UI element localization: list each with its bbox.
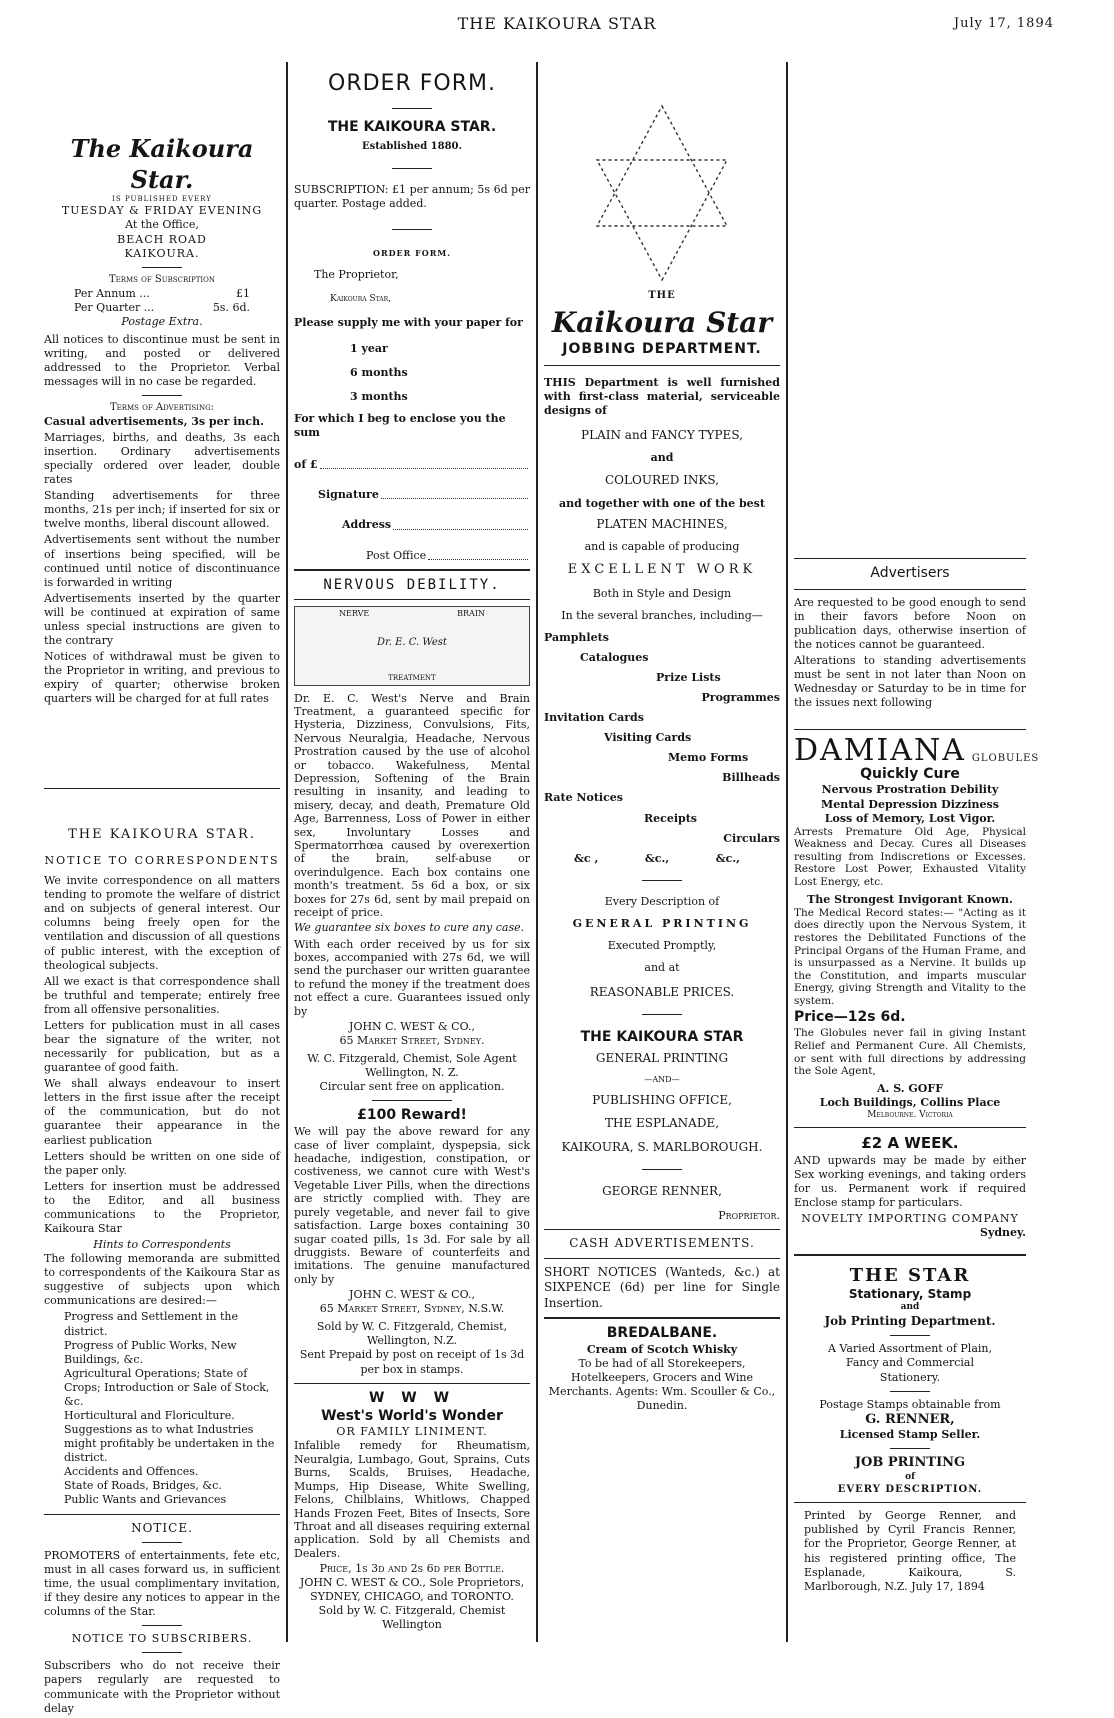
corr-paragraph: Letters should be written on one side of the paper only. bbox=[44, 1149, 280, 1177]
proprietor-label: Proprietor. bbox=[718, 1209, 780, 1223]
divider bbox=[392, 168, 432, 169]
agent-name: A. S. GOFF bbox=[877, 1081, 943, 1095]
divider bbox=[544, 1258, 780, 1259]
jobbing-line: and bbox=[650, 451, 674, 465]
divider bbox=[890, 1391, 930, 1392]
week-paragraph: AND upwards may be made by either Sex working evenings, and taking orders for us. Permanent work if required Enclose stamp for particulars. bbox=[794, 1153, 1026, 1209]
jobbing-line: and at bbox=[644, 961, 680, 975]
price-label: Per Annum ... bbox=[74, 286, 150, 300]
jobbing-line: REASONABLE PRICES. bbox=[589, 985, 735, 1000]
pub-line: IS PUBLISHED EVERY bbox=[112, 195, 212, 204]
masthead-kaikoura-star: Kaikoura Star bbox=[551, 305, 773, 339]
jobbing-line: GENERAL PRINTING bbox=[572, 916, 752, 930]
price-row bbox=[44, 301, 280, 315]
divider bbox=[794, 1254, 1026, 1256]
list-item: Agricultural Operations; State of Crops; Introduction or Sale of Stock, &c. bbox=[64, 1366, 270, 1408]
terms-heading: Terms of Subscription bbox=[108, 273, 216, 285]
running-head-date: July 17, 1894 bbox=[953, 16, 1054, 31]
www-price: Price, 1s 3d and 2s 6d per Bottle. bbox=[319, 1562, 505, 1576]
star-of-david-icon bbox=[587, 100, 737, 290]
jobbing-line: COLOURED INKS, bbox=[605, 473, 719, 488]
adv-paragraph: Advertisements inserted by the quarter will be continued at expiration of same unless special instructions are given to the contrary bbox=[44, 591, 280, 648]
running-head bbox=[0, 14, 1114, 38]
etc: &c , bbox=[574, 851, 599, 865]
ks-line: PUBLISHING OFFICE, bbox=[592, 1092, 732, 1107]
jobbing-line: Every Description of bbox=[604, 894, 720, 908]
branch-item: Programmes bbox=[701, 691, 780, 705]
damiana-line: Mental Depression Dizziness bbox=[821, 797, 999, 811]
damiana-globules: GLOBULES bbox=[971, 752, 1040, 764]
jobbing-line: EXCELLENT WORK bbox=[567, 562, 757, 578]
divider bbox=[544, 365, 780, 366]
notice-paragraph: All notices to discontinue must be sent in writing, and posted or delivered addressed to the Proprietor. Verbal messages will in no case be regarded. bbox=[44, 332, 280, 388]
divider bbox=[544, 1229, 780, 1230]
established: Established 1880. bbox=[362, 141, 462, 153]
divider bbox=[392, 229, 432, 230]
field-label: of £ bbox=[294, 458, 318, 472]
west-name: JOHN C. WEST & CO., bbox=[349, 1019, 475, 1033]
west-paragraph: With each order received by us for six boxes, accompanied with 27s 6d, we will send the purchaser our written guarantee to refund the money if the treatment does not effect a cure. Guarantees issued only by bbox=[294, 937, 530, 1018]
column-2 bbox=[294, 62, 530, 1633]
branch-item: Rate Notices bbox=[544, 791, 623, 805]
branch-item: Memo Forms bbox=[668, 751, 749, 765]
enclose-text: For which I beg to enclose you the sum bbox=[294, 412, 506, 440]
divider bbox=[642, 1014, 682, 1015]
list-item: Suggestions as to what Industries might profitably be undertaken in the district. bbox=[64, 1423, 275, 1465]
branch-item: Prize Lists bbox=[656, 671, 721, 685]
licensed: Licensed Stamp Seller. bbox=[839, 1428, 981, 1442]
reward-paragraph: We will pay the above reward for any case of liver complaint, dyspepsia, sick headache, indigestion, constipation, or costiveness, we cannot cure with West's Vegetable Liver Pills, when the directions are strictly complied with. They are purely vegetable, and never fail to give satisfaction. Large boxes containing 30 sugar coated pills, 1s 3d. For sale by all druggists. Beware of counterfeits and imitations. The genuine manufactured only by bbox=[294, 1125, 530, 1286]
notice-heading: NOTICE. bbox=[131, 1520, 193, 1535]
jobbing-line: PLAIN and FANCY TYPES, bbox=[581, 427, 743, 442]
renner: GEORGE RENNER, bbox=[602, 1184, 722, 1199]
adv-paragraph: Standing advertisements for three months, 21s per inch; if inserted for six or twelve months, liberal discount allowed. bbox=[44, 489, 280, 531]
pub-line: At the Office, bbox=[125, 218, 199, 232]
damiana-title: DAMIANA bbox=[794, 732, 966, 768]
www-sold: Sold by W. C. Fitzgerald, Chemist Wellington bbox=[318, 1604, 506, 1632]
list-item: State of Roads, Bridges, &c. bbox=[64, 1479, 222, 1493]
jobbing-line: Executed Promptly, bbox=[607, 938, 717, 952]
divider bbox=[142, 1652, 182, 1653]
corr-paragraph: We invite correspondence on all matters tending to promote the welfare of district and on subjects of general interest. Our columns being freely open for the ventilation and discussion of all questions of public interest, with the exception of theological subjects. bbox=[44, 874, 280, 972]
form-label: ORDER FORM. bbox=[372, 248, 452, 259]
corr-paragraph: Letters for publication must in all cases bear the signature of the writer, not necessarily for publication, but as a guarantee of good faith. bbox=[44, 1018, 280, 1075]
and: and bbox=[900, 1302, 920, 1313]
jobbing-line: and together with one of the best bbox=[559, 496, 765, 510]
jobbing-line: PLATEN MACHINES, bbox=[596, 516, 728, 531]
divider bbox=[294, 569, 530, 571]
option: 3 months bbox=[350, 390, 408, 404]
bredalbane-sub: Cream of Scotch Whisky bbox=[586, 1342, 738, 1356]
the-label: THE bbox=[648, 290, 676, 301]
signature-field[interactable] bbox=[294, 488, 530, 502]
www-heading: W W W bbox=[368, 1389, 456, 1406]
imprint: Printed by George Renner, and published by Cyril Francis Renner, for the Proprietor, George Renner, at his registered printing office, The Esplanade, Kaikoura, S. Marlborough, N.Z. July 17, 1894 bbox=[804, 1509, 1016, 1593]
ks-line: KAIKOURA, S. MARLBOROUGH. bbox=[561, 1139, 763, 1154]
cut-label: TREATMENT bbox=[388, 673, 436, 682]
price-label: Per Quarter ... bbox=[74, 300, 155, 314]
divider bbox=[642, 880, 682, 881]
star-stationery-title: THE STAR bbox=[849, 1265, 971, 1287]
branch-item: Circulars bbox=[723, 831, 780, 845]
masthead-kaikoura-star: The Kaikoura Star. bbox=[70, 134, 254, 194]
proprietor: The Proprietor, bbox=[314, 268, 399, 282]
option: 6 months bbox=[350, 366, 408, 379]
reward-address: 65 Market Street, Sydney, N.S.W. bbox=[319, 1302, 505, 1316]
www-name: JOHN C. WEST & CO., Sole Proprietors, SYDNEY, CHICAGO, and TORONTO. bbox=[299, 1576, 525, 1604]
subject-list bbox=[44, 1310, 280, 1507]
branch-item: Catalogues bbox=[580, 650, 649, 664]
notice-paragraph: PROMOTERS of entertainments, fete etc, must in all cases forward us, in sufficient time, the usual complimentary invitation, if they desire any notices to appear in the columns of the Star. bbox=[44, 1548, 280, 1619]
every-description: EVERY DESCRIPTION. bbox=[837, 1483, 983, 1495]
cash-heading: CASH ADVERTISEMENTS. bbox=[569, 1236, 755, 1251]
bredalbane-text: To be had of all Storekeepers, Hotelkeepers, Grocers and Wine Merchants. Agents: Wm. Scouller & Co., Dunedin. bbox=[548, 1356, 776, 1413]
www-title: West's World's Wonder bbox=[321, 1407, 503, 1424]
branch-item: Billheads bbox=[722, 771, 780, 785]
post-office-field[interactable] bbox=[294, 549, 530, 563]
hints-heading: Hints to Correspondents bbox=[93, 1238, 231, 1252]
divider bbox=[142, 1625, 182, 1626]
pub-line: KAIKOURA. bbox=[124, 246, 200, 260]
damiana-paragraph: The Medical Record states:— "Acting as it does directly upon the Nervous System, it restores the Debilitated Functions of the Principal Organs of the Human Frame, and is unsurpassed as a Nervine. It builds up the Constitution, and imparts muscular Energy, giving Strength and Vitality to the system. bbox=[794, 906, 1026, 1007]
ks-line: —AND— bbox=[644, 1074, 680, 1084]
divider bbox=[642, 1169, 682, 1170]
price-value: £1 bbox=[236, 286, 250, 300]
corr-heading: NOTICE TO CORRESPONDENTS bbox=[44, 854, 280, 868]
kaikoura-star-line: Kaikoura Star, bbox=[330, 294, 391, 305]
divider bbox=[372, 1100, 452, 1101]
etc: &c., bbox=[715, 851, 740, 865]
price-row bbox=[44, 287, 280, 301]
postage-note: Postage Extra. bbox=[121, 314, 203, 328]
field-label: Signature bbox=[318, 488, 379, 502]
adv-paragraph: Marriages, births, and deaths, 3s each insertion. Ordinary advertisements specially ordered over leader, double rates bbox=[44, 430, 280, 487]
jobbing-line: Both in Style and Design bbox=[592, 586, 732, 600]
branch-item: Pamphlets bbox=[544, 630, 609, 644]
ks-line: THE ESPLANADE, bbox=[604, 1116, 720, 1131]
divider bbox=[142, 395, 182, 396]
cut-label: NERVE bbox=[338, 608, 370, 618]
pub-line: TUESDAY & FRIDAY EVENING bbox=[61, 204, 263, 218]
option: 1 year bbox=[350, 341, 388, 355]
novelty: NOVELTY IMPORTING COMPANY bbox=[801, 1211, 1019, 1225]
stationary: Stationary, Stamp bbox=[848, 1287, 972, 1302]
www-sub: OR FAMILY LINIMENT. bbox=[336, 1425, 488, 1439]
price-value: 5s. 6d. bbox=[212, 300, 250, 314]
adv-heading: Terms of Advertising: bbox=[109, 402, 215, 414]
ks-line: GENERAL PRINTING bbox=[595, 1051, 729, 1066]
divider bbox=[794, 1502, 1026, 1503]
list-item: Progress of Public Works, New Buildings, &c. bbox=[64, 1338, 237, 1366]
novelty-city: Sydney. bbox=[980, 1226, 1026, 1239]
branch-item: Visiting Cards bbox=[604, 731, 692, 745]
reward-name: JOHN C. WEST & CO., bbox=[349, 1288, 475, 1302]
damiana-heading bbox=[794, 732, 1040, 768]
corr-paragraph: We shall always endeavour to insert letters in the first issue after the receipt of the communication, but do not guarantee their appearance in the earliest publication bbox=[44, 1077, 280, 1147]
order-form-title: ORDER FORM. bbox=[328, 71, 496, 96]
advertisers-paragraph: Are requested to be good enough to send in their favors before Noon on publication days, otherwise insertion of the notices cannot be guaranteed. bbox=[794, 595, 1026, 652]
jobbing-line: In the several branches, including— bbox=[561, 608, 763, 622]
corr-paragraph: All we exact is that correspondence shall be truthful and temperate; entirely free from all offensive personalities. bbox=[44, 974, 280, 1016]
damiana-paragraph: Arrests Premature Old Age, Physical Weakness and Decay. Cures all Diseases resulting from Indiscretions or Excesses. Restore Lost Power, Exhausted Vitality Lost Energy, etc. bbox=[794, 825, 1026, 889]
varied: A Varied Assortment of Plain, Fancy and Commercial Stationery. bbox=[827, 1342, 992, 1384]
west-guarantee: We guarantee six boxes to cure any case. bbox=[294, 921, 525, 935]
divider bbox=[142, 1542, 182, 1543]
list-item: Progress and Settlement in the district. bbox=[64, 1310, 239, 1338]
woodcut-illustration bbox=[294, 606, 530, 686]
of: of bbox=[905, 1471, 915, 1482]
jobbing-heading: JOBBING DEPARTMENT. bbox=[562, 340, 762, 357]
divider bbox=[142, 267, 182, 268]
list-item: Horticultural and Floriculture. bbox=[64, 1409, 235, 1422]
field-label: Address bbox=[342, 518, 392, 532]
www-paragraph: Infalible remedy for Rheumatism, Neuralgia, Lumbago, Gout, Sprains, Cuts Burns, Scalds, Bruises, Headache, Mumps, Hip Disease, White Swelling, Felons, Chilblains, Whitlows, Chapped Hands Frozen Feet, Bites of Insects, Sore Throat and all diseases requiring external application. Sold by all Chemists and Dealers. bbox=[294, 1439, 530, 1560]
adv-paragraph: Notices of withdrawal must be given to the Proprietor in writing, and previous to expiry of quarter; otherwise broken quarters will be charged for at full rates bbox=[44, 650, 280, 706]
damiana-line: Loss of Memory, Lost Vigor. bbox=[824, 811, 996, 825]
reward-post: Sent Prepaid by post on receipt of 1s 3d per box in stamps. bbox=[299, 1348, 525, 1376]
advertisers-heading: Advertisers bbox=[870, 565, 950, 581]
agent-address: Loch Buildings, Collins Place bbox=[819, 1095, 1001, 1109]
column-4 bbox=[794, 62, 1040, 1596]
ks-title: THE KAIKOURA STAR bbox=[580, 1029, 744, 1046]
job-dept: Job Printing Department. bbox=[824, 1313, 996, 1328]
g-renner: G. RENNER, bbox=[865, 1411, 955, 1427]
jobbing-line: and is capable of producing bbox=[584, 540, 740, 553]
divider bbox=[890, 1448, 930, 1449]
divider bbox=[392, 108, 432, 109]
west-paragraph: Dr. E. C. West's Nerve and Brain Treatment, a guaranteed specific for Hysteria, Dizziness, Convulsions, Fits, Nervous Neuralgia, Headache, Nervous Prostration caused by the use of alcohol or tobacco. Wakefulness, Mental Depression, Softening of the Brain resulting in insanity, and leading to misery, decay, and death, Premature Old Age, Barrenness, Loss of Power in either sex, Involuntary Losses and Spermatorrhœa caused by overexertion of the brain, self-abuse or overindulgence. Each box contains one month's treatment. 5s 6d a box, or six boxes for 27s 6d, sent by mail prepaid on receipt of price. bbox=[294, 691, 530, 920]
divider bbox=[44, 788, 280, 789]
damiana-strongest: The Strongest Invigorant Known. bbox=[807, 892, 1013, 906]
divider bbox=[890, 1335, 930, 1336]
agent: W. C. Fitzgerald, Chemist, Sole Agent Wellington, N. Z. bbox=[307, 1052, 517, 1080]
branch-item: Invitation Cards bbox=[544, 711, 644, 725]
adv-paragraph: Advertisements sent without the number of insertions being specified, will be continued until notice of discontinuance is forwarded in writing bbox=[44, 533, 280, 589]
column-3 bbox=[544, 62, 780, 1415]
postage-stamps: Postage Stamps obtainable from bbox=[819, 1397, 1001, 1411]
divider bbox=[294, 599, 530, 600]
amount-field[interactable] bbox=[294, 458, 530, 472]
divider bbox=[294, 1383, 530, 1384]
divider bbox=[794, 558, 1026, 559]
nervous-heading: NERVOUS DEBILITY. bbox=[323, 576, 501, 593]
subs-paragraph: Subscribers who do not receive their papers regularly are requested to communicate with the Proprietor without delay bbox=[44, 1659, 280, 1715]
column-rule bbox=[786, 62, 788, 1642]
corr-title: THE KAIKOURA STAR. bbox=[68, 827, 256, 843]
column-rule bbox=[536, 62, 538, 1642]
divider bbox=[544, 1317, 780, 1319]
please-supply: Please supply me with your paper for bbox=[294, 315, 523, 329]
divider bbox=[794, 729, 1026, 730]
circular: Circular sent free on application. bbox=[319, 1080, 505, 1094]
short-notices: SHORT NOTICES (Wanteds, &c.) at SIXPENCE (6d) per line for Single Insertion. bbox=[544, 1264, 780, 1310]
list-item: Public Wants and Grievances bbox=[64, 1493, 227, 1507]
bredalbane-title: BREDALBANE. bbox=[606, 1324, 718, 1341]
field-label: Post Office bbox=[366, 548, 427, 562]
agent-city: Melbourne. Victoria bbox=[867, 1109, 953, 1120]
divider bbox=[794, 1127, 1026, 1128]
corr-paragraph: The following memoranda are submitted to correspondents of the Kaikoura Star as suggestive of subjects upon which communications are desired:— bbox=[44, 1252, 280, 1308]
divider bbox=[794, 589, 1026, 590]
advertisers-paragraph: Alterations to standing advertisements must be sent in not later than Noon on Wednesday or Saturday to be in time for the issues next following bbox=[794, 654, 1026, 710]
etc: &c., bbox=[644, 851, 670, 865]
adv-paragraph: Casual advertisements, 3s per inch. bbox=[44, 414, 264, 428]
west-address: 65 Market Street, Sydney. bbox=[339, 1034, 485, 1048]
list-item: Accidents and Offences. bbox=[64, 1465, 199, 1479]
damiana-paragraph: The Globules never fail in giving Instant Relief and Permanent Cure. All Chemists, or sent with full directions by addressing the Sole Agent, bbox=[794, 1027, 1026, 1078]
damiana-quick: Quickly Cure bbox=[860, 765, 960, 782]
week-title: £2 A WEEK. bbox=[861, 1134, 959, 1153]
etc-row bbox=[544, 852, 780, 866]
running-head-title: THE KAIKOURA STAR bbox=[457, 14, 657, 33]
column-1 bbox=[44, 62, 280, 1718]
column-rule bbox=[286, 62, 288, 1642]
corr-paragraph: Letters for insertion must be addressed to the Editor, and all business communications to the Proprietor, Kaikoura Star bbox=[44, 1179, 280, 1235]
reward-heading: £100 Reward! bbox=[357, 1107, 467, 1124]
cut-label: BRAIN bbox=[457, 608, 485, 618]
address-field[interactable] bbox=[294, 518, 530, 532]
star-emblem bbox=[544, 100, 780, 290]
cut-center: Dr. E. C. West bbox=[377, 636, 447, 648]
star-title: THE KAIKOURA STAR. bbox=[327, 119, 497, 136]
divider bbox=[44, 1514, 280, 1515]
subscription-text: SUBSCRIPTION: £1 per annum; 5s 6d per quarter. Postage added. bbox=[294, 182, 530, 210]
reward-sold: Sold by W. C. Fitzgerald, Chemist, Wellington, N.Z. bbox=[316, 1320, 508, 1348]
jobbing-intro: THIS Department is well furnished with first-class material, serviceable designs of bbox=[544, 375, 780, 417]
damiana-price: Price—12s 6d. bbox=[794, 1009, 906, 1026]
job-printing: JOB PRINTING bbox=[854, 1455, 966, 1471]
branch-item: Receipts bbox=[644, 811, 697, 825]
pub-line: BEACH ROAD bbox=[117, 232, 207, 246]
subs-heading: NOTICE TO SUBSCRIBERS. bbox=[71, 1632, 253, 1646]
damiana-line: Nervous Prostration Debility bbox=[821, 783, 999, 797]
